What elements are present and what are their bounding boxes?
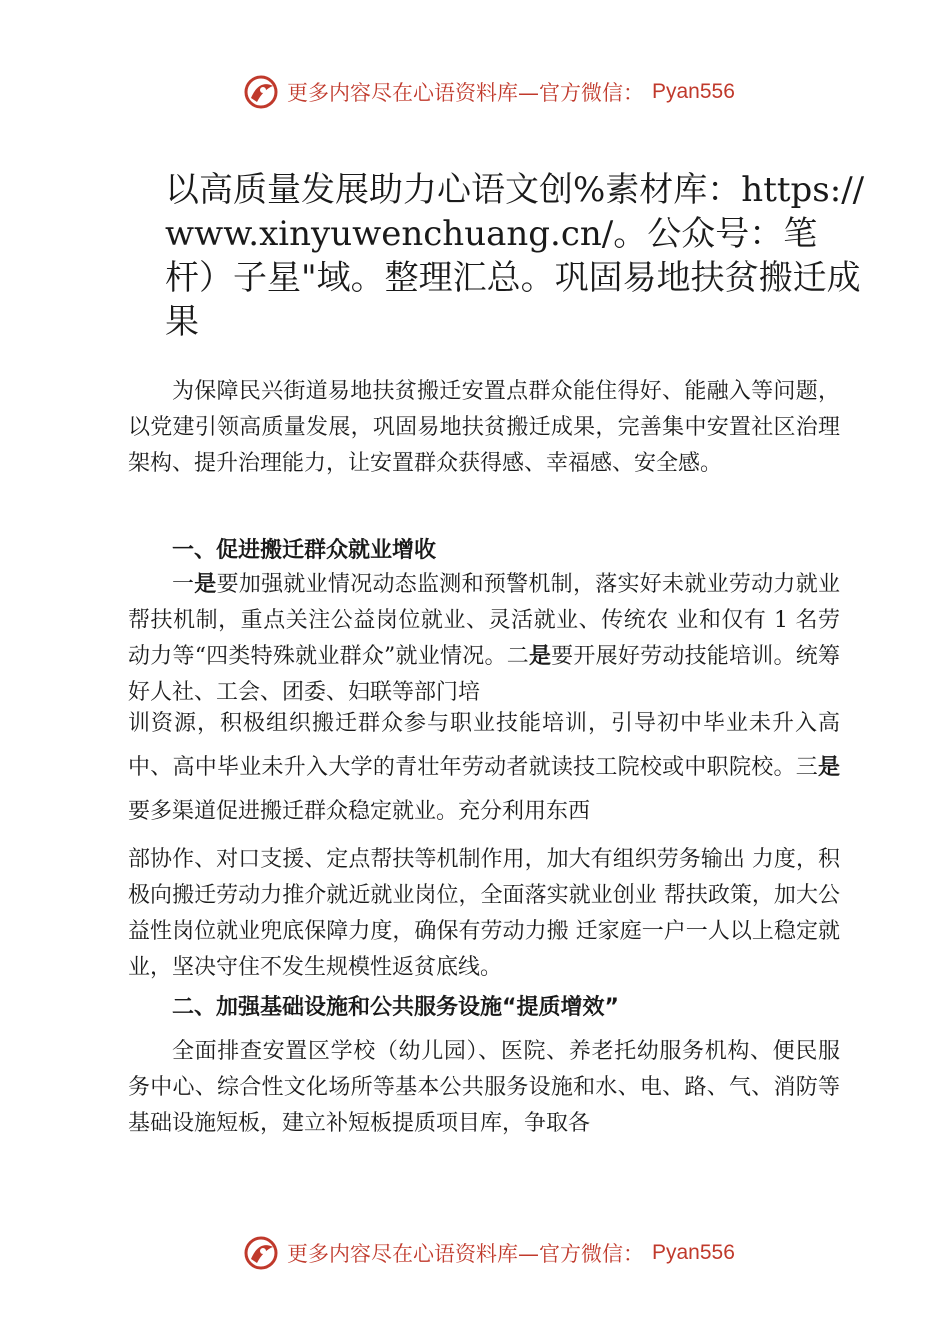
text-run: 要加强就业情况动态监测和预警机制，落实好未就业劳动力就业帮扶机制，重点关注公益岗位就业、灵活就业、传统农 业和仅有 1 名劳动力等“四类特殊就业群众”就业情况。二: [128, 572, 840, 669]
intro-paragraph: 为保障民兴街道易地扶贫搬迁安置点群众能住得好、能融入等问题，以党建引领高质量发展，巩固易地扶贫搬迁成果，完善集中安置社区治理架构、提升治理能力，让安置群众获得感、幸福感、安全感。: [128, 379, 840, 476]
keyword-emphasis: 是: [194, 572, 217, 597]
brush-logo-icon: [243, 74, 279, 110]
section1-paragraph-1: [128, 567, 840, 711]
keyword-emphasis: 是: [528, 644, 552, 669]
text-run: 训资源，积极组织搬迁群众参与职业技能培训，引导初中毕业未升入高中、高中毕业未升入大学的青壮年劳动者就读技工院校或中职院校。三: [128, 711, 840, 780]
header-banner: [243, 72, 735, 112]
brush-logo-icon: [243, 1235, 279, 1271]
text-run: 要多渠道促进搬迁群众稳定就业。充分利用东西: [128, 799, 591, 824]
section1-heading: 一、促进搬迁群众就业增收: [172, 538, 437, 563]
banner-handle: Pyan556: [652, 1241, 735, 1264]
section1-paragraph-3: 部协作、对口支援、定点帮扶等机制作用，加大有组织劳务输出 力度，积极向搬迁劳动力推介就近就业岗位，全面落实就业创业 帮扶政策，加大公益性岗位就业兜底保障力度，确保有劳动力搬 迁家庭一户一人以上稳定就业，坚决守住不发生规模性返贫底线。: [128, 847, 840, 980]
banner-text: 更多内容尽在心语资料库—官方微信：: [287, 81, 644, 105]
section2-heading: 二、加强基础设施和公共服务设施“提质增效”: [172, 995, 619, 1020]
text-run: 一: [172, 572, 195, 597]
keyword-emphasis: 是: [817, 755, 840, 780]
banner-text: 更多内容尽在心语资料库—官方微信：: [287, 1242, 644, 1266]
text-run: 要开展好劳动技能培训。统筹好人社、工会、团委、妇联等部门培: [128, 644, 840, 705]
banner-handle: Pyan556: [652, 80, 735, 103]
document-title: 以高质量发展助力心语文创%素材库：https://www.xinyuwenchuang.cn/。公众号：笔杆）子星"域。整理汇总。巩固易地扶贫搬迁成果: [165, 170, 865, 342]
footer-banner: [243, 1233, 735, 1273]
section2-paragraph-1: 全面排查安置区学校（幼儿园）、医院、养老托幼服务机构、便民服务中心、综合性文化场所等基本公共服务设施和水、电、路、气、消防等基础设施短板，建立补短板提质项目库，争取各: [128, 1039, 840, 1136]
section1-paragraph-2: [128, 702, 840, 834]
